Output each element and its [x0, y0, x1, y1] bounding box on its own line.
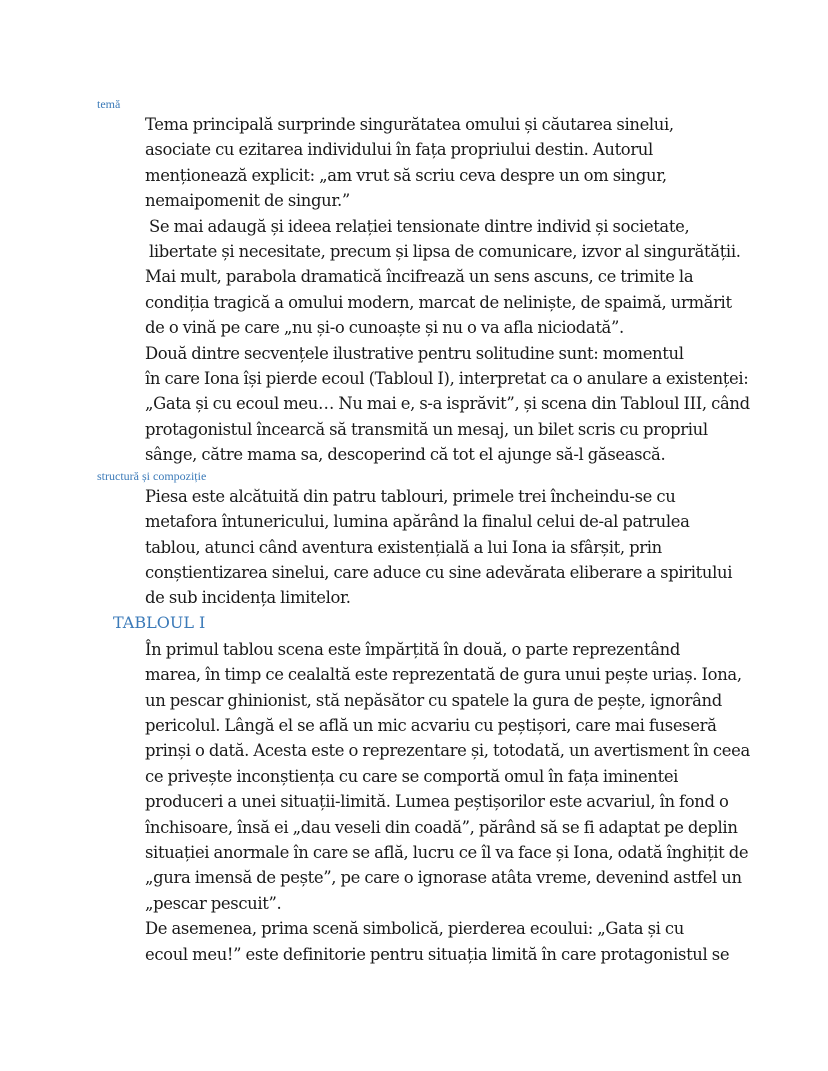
text-line: „gura imensă de pește”, pe care o ignorase atâta vreme, devenind astfel un: [145, 868, 742, 888]
paragraph: [97, 341, 750, 468]
text-line: de o vină pe care „nu și-o cunoaște și nu o va afla niciodată”.: [145, 318, 624, 338]
text-line: sânge, către mama sa, descoperind că tot el ajunge să-l găsească.: [145, 445, 666, 465]
text-line: conștientizarea sinelui, care aduce cu sine adevărata eliberare a spiritului: [145, 562, 733, 582]
paragraph: [97, 916, 737, 967]
text-line: în care Iona își pierde ecoul (Tabloul I), interpretat ca o anulare a existenței:: [145, 369, 749, 389]
text-line: marea, în timp ce cealaltă este reprezentată de gura unui pește uriaș. Iona,: [145, 665, 742, 685]
text-line: pericolul. Lângă el se află un mic acvariu cu peștișori, care mai fuseseră: [145, 715, 717, 735]
section-label-tema: temă: [97, 97, 121, 111]
text-line: metafora întunericului, lumina apărând la finalul celui de-al patrulea: [145, 512, 690, 532]
paragraph: [97, 214, 741, 265]
text-line: situației anormale în care se află, lucru ce îl va face și Iona, odată înghițit de: [145, 842, 749, 862]
paragraph: [97, 484, 737, 611]
text-line: Piesa este alcătuită din patru tablouri, primele trei încheindu-se cu: [145, 486, 676, 506]
text-line: Două dintre secvențele ilustrative pentru solitudine sunt: momentul: [145, 343, 684, 363]
text-line: un pescar ghinionist, stă nepăsător cu spatele la gura de pește, ignorând: [145, 690, 722, 710]
document-body: [97, 96, 750, 967]
subheading-tabloul-i: TABLOUL I: [113, 612, 206, 632]
text-line: De asemenea, prima scenă simbolică, pierderea ecoului: „Gata și cu: [145, 919, 684, 939]
text-line: nemaipomenit de singur.”: [145, 191, 350, 211]
text-line: ce privește inconștiența cu care se comportă omul în fața iminentei: [145, 766, 679, 786]
paragraph: [97, 637, 750, 916]
text-line: condiția tragică a omului modern, marcat de neliniște, de spaimă, urmărit: [145, 292, 732, 312]
paragraph: [97, 112, 737, 214]
text-line: închisoare, însă ei „dau veseli din coadă”, părând să se fi adaptat pe deplin: [145, 817, 738, 837]
text-line: menționează explicit: „am vrut să scriu ceva despre un om singur,: [145, 165, 667, 185]
text-line: libertate și necesitate, precum și lipsa de comunicare, izvor al singurătății.: [149, 242, 741, 262]
text-line: asociate cu ezitarea individului în fața propriului destin. Autorul: [145, 140, 653, 160]
paragraph: [97, 264, 737, 340]
text-line: de sub incidența limitelor.: [145, 588, 351, 608]
text-line: produceri a unei situații-limită. Lumea peștișorilor este acvariul, în fond o: [145, 792, 729, 812]
text-line: „pescar pescuit”.: [145, 893, 282, 913]
text-line: „Gata și cu ecoul meu… Nu mai e, s-a isprăvit”, și scena din Tabloul III, când: [145, 394, 750, 414]
text-line: protagonistul încearcă să transmită un mesaj, un bilet scris cu propriul: [145, 419, 708, 439]
text-line: Tema principală surprinde singurătatea omului și căutarea sinelui,: [145, 115, 674, 134]
text-line: ecoul meu!” este definitorie pentru situația limită în care protagonistul se: [145, 944, 730, 964]
text-line: tablou, atunci când aventura existențială a lui Iona ia sfârșit, prin: [145, 537, 662, 557]
text-line: Mai mult, parabola dramatică încifrează un sens ascuns, ce trimite la: [145, 267, 694, 287]
section-label-structura: structură și compoziție: [97, 468, 207, 483]
text-line: Se mai adaugă și ideea relației tensionate dintre individ și societate,: [149, 216, 690, 236]
text-line: prinși o dată. Acesta este o reprezentare și, totodată, un avertisment în ceea: [145, 741, 750, 761]
text-line: În primul tablou scena este împărțită în două, o parte reprezentând: [145, 639, 681, 659]
